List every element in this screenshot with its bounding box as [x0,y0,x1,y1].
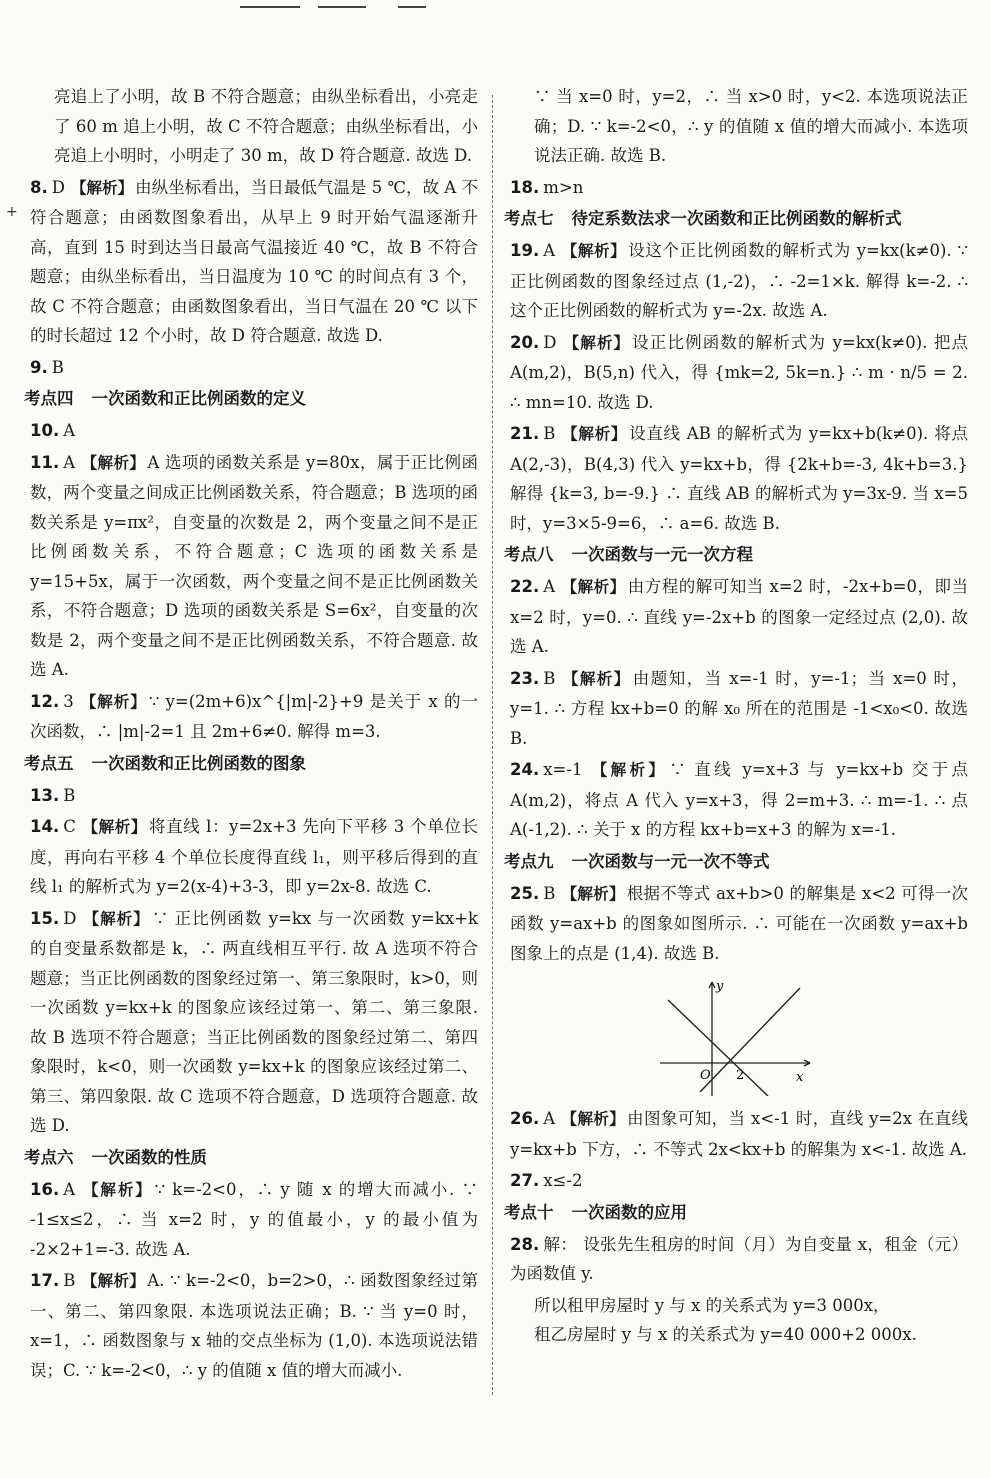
answer-item [30,416,478,446]
answer-choice: B [51,357,64,377]
question-number: 18. [510,177,540,197]
section-title: 一次函数与一元一次方程 [571,545,753,564]
answer-item [510,419,968,538]
question-number: 11. [30,452,60,472]
section-heading [504,540,968,570]
answer-item [510,755,968,845]
header-rule [240,6,300,8]
section-heading [504,204,968,234]
section-title: 一次函数的性质 [91,1147,207,1167]
section-key: 考点九 [504,851,554,871]
question-number: 15. [30,908,60,928]
answer-item [510,572,968,662]
analysis-tag: 【解析】 [561,1110,626,1128]
analysis-text: A 选项的函数关系是 y=80x，属于正比例函数，两个变量之间成正比例函数关系，符合题意；B 选项的函数关系是 y=πx²，自变量的次数是 2，两个变量之间不是正比例函数关系，不符合题意；C 选项的函数关系是 y=15+5x，属于一次函数，两个变量之间不是正比例函数关系，不符合题意；D 选项的函数关系是 S=6x²，自变量的次数是 2，两个变量之间不是正比例函数关系，不符合题意. 故选 A. [30,452,478,679]
answer-item [510,664,968,754]
answer-choice: D [51,177,65,197]
analysis-text: 设这个正比例函数的解析式为 y=kx(k≠0). ∵ 正比例函数的图象经过点 (1,-2)，∴ -2=1×k. 解得 k=-2. ∴ 这个正比例函数的解析式为 y=-2x. 故选 A. [510,241,968,320]
answer-choice: x≤-2 [543,1171,583,1190]
answer-choice: A [543,1109,556,1128]
section-heading [24,1143,478,1173]
section-title: 一次函数的应用 [571,1202,687,1222]
section-key: 考点十 [504,1202,554,1222]
answer-item [30,173,478,351]
answer-choice: A [63,452,76,472]
analysis-text: 设直线 AB 的解析式为 y=kx+b(k≠0). 将点 A(2,-3)，B(4,3) 代入 y=kx+b，得 {2k+b=-3, 4k+b=3.} 解得 {k=3, b=-9.} ∴ 直线 AB 的解析式为 y=3x-9. 当 x=5 时，y=3×5-9=6，∴ a=6. 故选 B. [510,424,968,533]
column-divider [492,95,493,1395]
left-column [24,82,478,1387]
answer-item [510,1230,968,1289]
function-graph [660,978,820,1096]
answer-choice: D [63,908,77,928]
analysis-tag: 【解析】 [561,884,625,903]
solution-line: 所以租甲房屋时 y 与 x 的关系式为 y=3 000x， [534,1295,890,1315]
question-number: 13. [30,785,60,805]
header-rule [398,6,426,8]
analysis-tag: 【解析】 [588,761,668,779]
analysis-tag: 【解析】 [81,818,147,836]
answer-choice: B [63,785,76,805]
analysis-text: ∵ 直线 y=x+3 与 y=kx+b 交于点 A(m,2)，将点 A 代入 y=x+3，得 2=m+3. ∴ m=-1. ∴ 点 A(-1,2). ∴ 关于 x 的方程 kx+b=x+3 的解为 x=-1. [510,760,968,839]
question-number: 19. [510,241,540,260]
analysis-tag: 【解析】 [561,425,628,443]
right-column [504,82,968,1350]
section-key: 考点四 [24,389,74,408]
answer-item [510,173,968,203]
analysis-tag: 【解析】 [561,578,626,596]
solution-line: 租乙房屋时 y 与 x 的关系式为 y=40 000+2 000x. [534,1325,917,1344]
analysis-text: ∵ y=(2m+6)x^{|m|-2}+9 是关于 x 的一次函数，∴ |m|-2=1 且 2m+6≠0. 解得 m=3. [30,691,478,741]
analysis-tag: 【解析】 [562,333,631,352]
question-number: 27. [510,1171,540,1190]
answer-item [510,1104,968,1164]
analysis-text: A. ∵ k=-2<0，b=2>0，∴ 函数图象经过第一、第二、第四象限. 本选项说法正确；B. ∵ 当 y=0 时，x=1，∴ 函数图象与 x 轴的交点坐标为 (1,0). 本选项说法错误；C. ∵ k=-2<0，∴ y 的值随 x 值的增大而减小. [30,1271,478,1380]
section-heading [504,847,968,877]
answer-choice: A [543,577,556,596]
analysis-text: 根据不等式 ax+b>0 的解集是 x<2 可得一次函数 y=ax+b 的图象如图所示. ∴ 可能在一次函数 y=ax+b 图象上的点是 (1,4). 故选 B. [510,883,968,963]
analysis-tag: 【解析】 [82,909,150,928]
question-number: 16. [30,1179,60,1199]
analysis-text: 设张先生租房的时间（月）为自变量 x，租金（元）为函数值 y. [510,1234,968,1283]
question-number: 25. [510,883,540,903]
x-intercept-label: 2 [736,1068,745,1083]
origin-label: O [700,1068,711,1083]
answer-item [30,904,478,1141]
answer-item [510,1166,968,1196]
question-number: 23. [510,668,540,688]
answer-choice: A [63,1179,76,1199]
answer-choice: B [543,424,556,443]
line-y-ax-b [668,1000,768,1096]
answer-item [30,781,478,811]
y-axis-label: y [716,979,724,994]
analysis-text: ∵ k=-2<0，∴ y 随 x 的增大而减小. ∵ -1≤x≤2，∴ 当 x=2 时，y 的值最小，y 的最小值为 -2×2+1=-3. 故选 A. [30,1179,478,1259]
answer-choice: D [543,332,557,352]
answer-choice: B [543,883,556,903]
section-key: 考点六 [24,1147,74,1167]
analysis-tag: 【解析】 [81,1272,146,1290]
section-heading [24,384,478,414]
margin-mark: + [6,204,18,220]
section-title: 一次函数和正比例函数的定义 [91,389,306,408]
analysis-tag: 【解析】 [561,242,627,260]
line-y-2x [700,988,800,1092]
question-number: 8. [30,177,48,197]
question-number: 21. [510,424,540,443]
analysis-tag: 【解析】 [79,692,147,711]
analysis-tag: 【解析】 [70,178,134,197]
question-number: 14. [30,817,60,836]
answer-item [510,879,968,969]
question-number: 24. [510,760,540,779]
section-title: 一次函数与一元一次不等式 [571,851,770,871]
question-number: 10. [30,421,60,440]
answer-choice: B [543,668,556,688]
answer-choice: 3 [63,691,74,711]
section-title: 待定系数法求一次函数和正比例函数的解析式 [571,209,902,228]
question-number: 28. [510,1234,540,1254]
section-heading [24,749,478,779]
analysis-tag: 【解析】 [561,669,631,688]
analysis-text: 设正比例函数的解析式为 y=kx(k≠0). 把点 A(m,2)，B(5,n) 代入，得 {mk=2, 5k=n.} ∴ m · n/5 = 2. ∴ mn=10. 故选 D. [510,332,968,412]
answer-choice: A [63,421,76,440]
analysis-tag: 【解析】 [81,453,146,472]
question-number: 9. [30,357,48,377]
answer-item [510,236,968,326]
answer-choice: x=-1 [543,760,583,779]
analysis-text: 由图象可知，当 x<-1 时，直线 y=2x 在直线 y=kx+b 下方，∴ 不等式 2x<kx+b 的解集为 x<-1. 故选 A. [510,1109,968,1159]
analysis-tag: 【解析】 [81,1180,153,1199]
answer-item [30,687,478,747]
continued-text: 亮追上了小明，故 B 不符合题意；由纵坐标看出，小亮走了 60 m 追上小明，故 C 不符合题意；由纵坐标看出，小亮追上小明时，小明走了 30 m，故 D 符合题意. 故选 D. [54,87,478,165]
answer-choice: C [63,817,76,836]
question-number: 20. [510,332,540,352]
question-number: 12. [30,691,60,711]
question-number: 22. [510,577,540,596]
answer-item [30,812,478,902]
question-number: 26. [510,1109,540,1128]
section-heading [504,1198,968,1228]
answer-item [510,328,968,418]
answer-item [30,1175,478,1265]
section-key: 考点八 [504,545,554,564]
continued-text: ∵ 当 x=0 时，y=2，∴ 当 x>0 时，y<2. 本选项说法正确；D. ∵ k=-2<0，∴ y 的值随 x 值的增大而减小. 本选项说法正确. 故选 B. [534,87,968,165]
answer-item [30,448,478,685]
question-number: 17. [30,1271,60,1290]
section-title: 一次函数和正比例函数的图象 [91,753,306,773]
answer-choice: 解： [543,1234,578,1254]
section-key: 考点七 [504,209,554,228]
answer-choice: B [63,1271,76,1290]
answer-choice: m>n [543,177,584,197]
answer-item [30,1266,478,1385]
analysis-text: 由题知，当 x=-1 时，y=-1；当 x=0 时，y=1. ∴ 方程 kx+b=0 的解 x₀ 所在的范围是 -1<x₀<0. 故选 B. [510,668,968,748]
analysis-text: 由方程的解可知当 x=2 时，-2x+b=0，即当 x=2 时，y=0. ∴ 直线 y=-2x+b 的图象一定经过点 (2,0). 故选 A. [510,577,968,656]
analysis-text: 由纵坐标看出，当日最低气温是 5 ℃，故 A 不符合题意；由函数图象看出，从早上 9 时开始气温逐渐升高，直到 15 时到达当日最高气温接近 40 ℃，故 B 不符合题意；由纵坐标看出，当日温度为 10 ℃ 的时间点有 3 个，故 C 不符合题意；由函数图象看出，当日气温在 20 ℃ 以下的时长超过 12 个小时，故 D 符合题意. 故选 D. [30,177,478,345]
header-rule [318,6,366,8]
answer-item [30,353,478,383]
answer-choice: A [543,241,556,260]
section-key: 考点五 [24,753,74,773]
analysis-text: 将直线 l：y=2x+3 先向下平移 3 个单位长度，再向右平移 4 个单位长度得直线 l₁，则平移后得到的直线 l₁ 的解析式为 y=2(x-4)+3-3，即 y=2x-8. 故选 C. [30,817,478,896]
analysis-text: ∵ 正比例函数 y=kx 与一次函数 y=kx+k 的自变量系数都是 k，∴ 两直线相互平行. 故 A 选项不符合题意；当正比例函数的图象经过第一、第三象限时，k>0，则一次函数 y=kx+k 的图象应该经过第一、第二、第三象限. 故 B 选项不符合题意；当正比例函数的图象经过第二、第四象限时，k<0，则一次函数 y=kx+k 的图象应该经过第二、第三、第四象限. 故 C 选项不符合题意，D 选项符合题意. 故选 D. [30,908,478,1135]
x-axis-label: x [796,1070,804,1085]
